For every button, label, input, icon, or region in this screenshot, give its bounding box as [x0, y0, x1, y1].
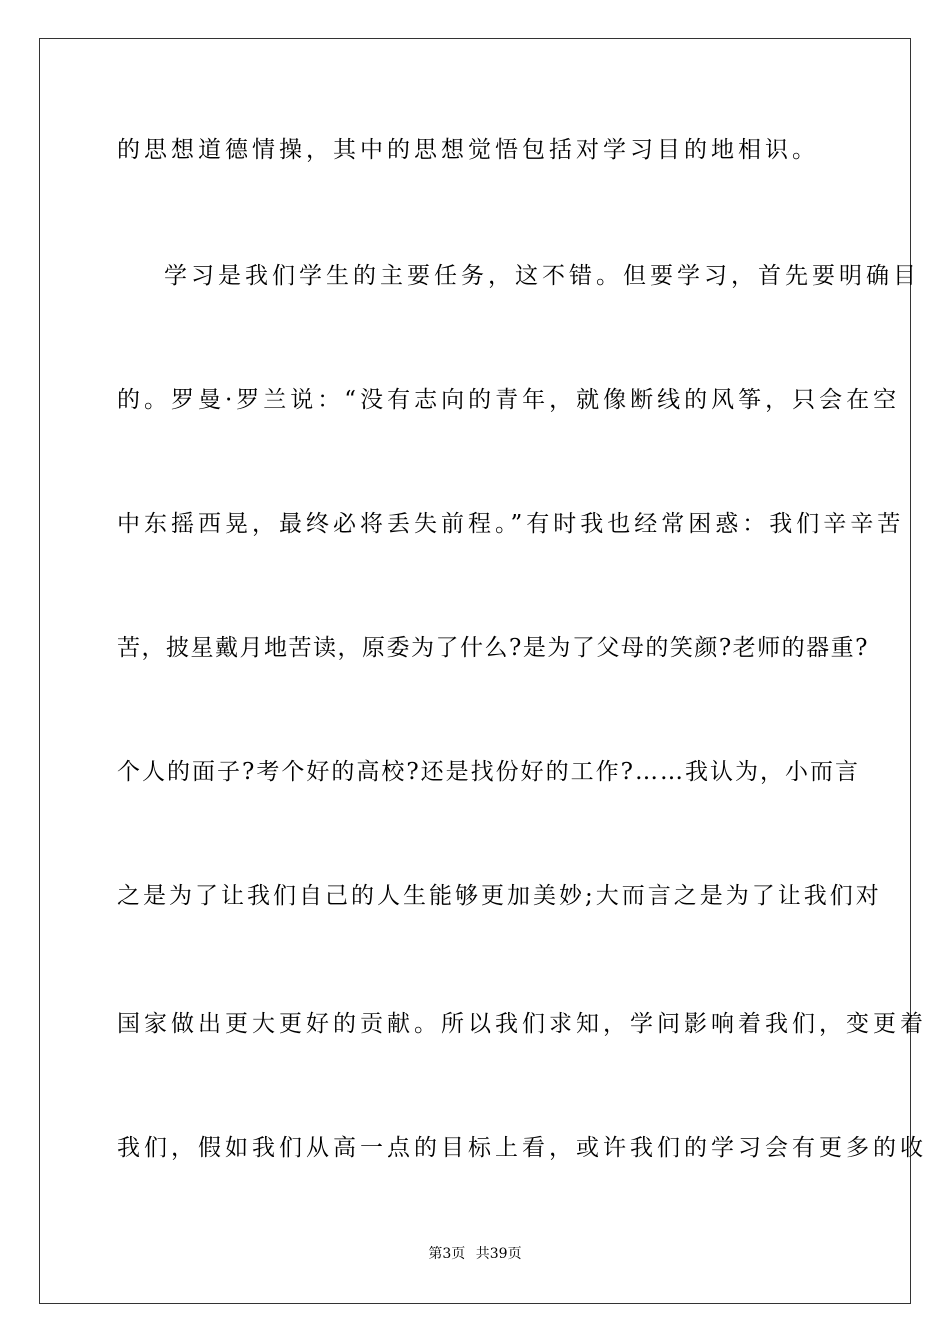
text-line-8: 国家做出更大更好的贡献。所以我们求知，学问影响着我们，变更着: [117, 1011, 927, 1037]
paragraph-start-line: 学习是我们学生的主要任务，这不错。但要学习，首先要明确目: [164, 263, 920, 289]
text-line-7: 之是为了让我们自己的人生能够更加美妙;大而言之是为了让我们对: [117, 883, 882, 909]
text-line-1: 的思想道德情操，其中的思想觉悟包括对学习目的地相识。: [117, 137, 819, 163]
text-line-3: 的。罗曼·罗兰说：“没有志向的青年，就像断线的风筝，只会在空: [117, 387, 901, 413]
text-line-6: 个人的面子?考个好的高校?还是找份好的工作?……我认为，小而言: [117, 759, 860, 785]
text-line-9: 我们，假如我们从高一点的目标上看，或许我们的学习会有更多的收: [117, 1135, 927, 1161]
page-total: 共39页: [475, 1246, 522, 1262]
text-line-4: 中东摇西晃，最终必将丢失前程。”有时我也经常困惑：我们辛辛苦: [117, 511, 905, 537]
page-footer: [0, 1245, 950, 1263]
page-number: 第3页: [428, 1246, 466, 1262]
page-border: [39, 38, 927, 1304]
text-line-5: 苦，披星戴月地苦读，原委为了什么?是为了父母的笑颜?老师的器重?: [117, 635, 869, 661]
